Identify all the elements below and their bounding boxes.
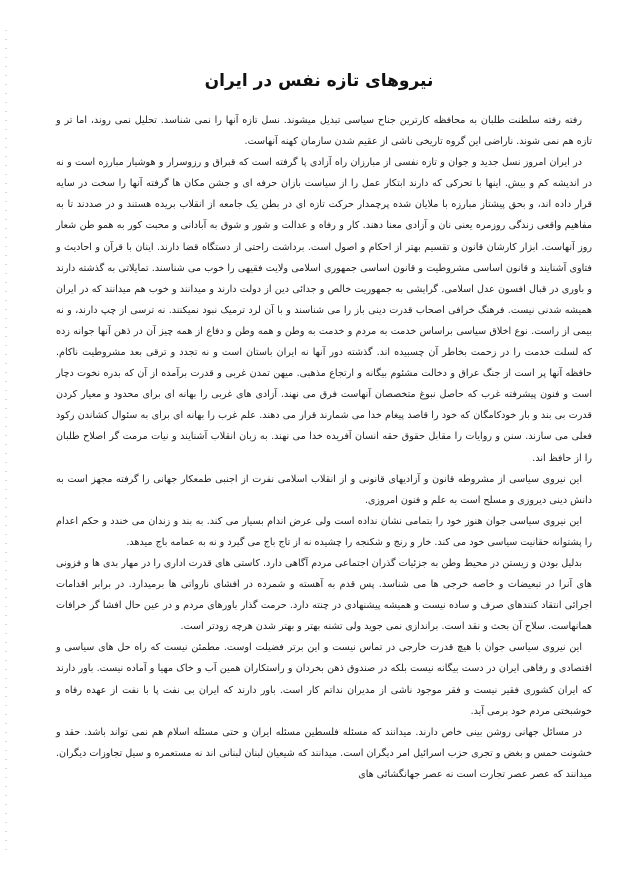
document-body xyxy=(56,110,592,785)
paragraph-1: رفته رفته سلطنت طلبان به محافظه کارترین جناح سیاسی تبدیل میشوند. نسل تازه آنها را نمی شناسد. تحلیل نمی روند، اما تر و تازه هم نمی شوند. ناراضی این گروه تاریخی ناشی از عقیم شدن سازمان کهنه آنهاست. xyxy=(56,115,592,148)
scan-margin-marks xyxy=(5,30,7,850)
paragraph-5: بدلیل بودن و زیستن در محیط وطن به جزئیات گذران اجتماعی مردم آگاهی دارد. کاستی های قدرت اداری را در مهار بدی ها و فزونی های آنرا در تبعیضات و خاصه خرجی ها می شناسد. پس قدم به آهسته و شمرده در افشای نارواتی ها برمیدارد. در برابر اقدامات اجرائی انتقاد کنندهای صرف و ساده نیست و همیشه پیشنهادی در چنته دارد. حرمت گذار باورهای مردم و در عین حال افشا گر خرافات همانهاست. سلاح آن بحث و نقد است. براندازی نمی جوید ولی تشنه بهتر و بهتر شدن هرچه زودتر است. xyxy=(56,557,592,633)
paragraph-2: در ایران امروز نسل جدید و جوان و تازه نفسی از مبارزان راه آزادی پا گرفته است که قبراق و رزوسرار و هوشیار مبارزه است و نه در اندیشه کم و بیش. اینها با تحرکی که دارند ابتکار عمل را از سیاست بازان حرفه ای و جشن مکان ها گرفته آنها را سخت در سایه قرار داده اند، و بحق پیشتاز مبارزه با ملایان شده پرچمدار حرکت تازه ای در بطن یک جامعه از انقلاب بریده هستند و در صددند تا به مفاهیم واقعی زندگی روزمره یعنی نان و آزادی معنا دهند. کار و رفاه و عدالت و شور و شوق به آبادانی و محبت کور به همو طن شعار روز آنهاست. ابزار کارشان قانون و تقسیم بهتر از احکام و اصول است. برداشت راحتی از دستگاه قضا دارند. اینان با قرآن و احادیث و فتاوی آشنایند و قانون اساسی مشروطیت و قانون اساسی جمهوری اسلامی ولایت فقیهی را خوب می شناسند. تمایلاتی به گذشته دارند و باوری در قبال افسون عدل اسلامی. گرایشی به جمهوریت خالص و جدائی دین از دولت دارند و میدانند و خوب هم میدانند که در ایران همیشه شدنی نیست. فرهنگ خرافی اصحاب قدرت دینی باز را می شناسند و با آن لرد ترمیک نبود نمیکنند. نه ترسی از چپ دارند، و نه بیمی از راست. نوع اخلاق سیاسی براساس خدمت به مردم و خدمت به وطن و همه وطن و دفاع از همه چیز آن در ذهن آنها جوانه زده که لسلت خدمت را در زحمت بخاطر آن چسبیده اند. گذشته دور آنها نه ایران باستان است و نه تجدد و ترقی بعد مشروطیت ناکام. حافظه آنها پر است از جنگ عراق و دخالت مشئوم بیگانه و ارتجاع مذهبی. میهن تمدن غربی و قدرت برآمده از آن که بدره نخوت دچار است و فنون پیشرفته غرب که حاصل نبوغ متخصصان آنهاست فرق می نهند. آزادی های غربی را بهانه ای برای محدود و معیار کردن قدرت بی بند و بار خودکامگان که خود را قاصد پیغام خدا می شمارند قرار می دهند. علم غرب را بهانه ای برای به سئوال کشاندن رکود فعلی می سازند. سنن و روایات را مقابل حقوق حقه انسان آفریده خدا می نهند. به زبان انقلاب آشنایند و نیات مرمت گر اصلاح طلبان را از حافظ اند. xyxy=(56,157,592,464)
paragraph-6: این نیروی سیاسی جوان با هیچ قدرت خارجی در تماس نیست و این برتر فضیلت اوست. مطمئن نیست که راه حل های سیاسی و اقتصادی و رفاهی ایران در دست بیگانه نیست بلکه در صندوق ذهن بخردان و راستکاران همین آب و خاک مهیا و آماده نیست. باور دارند که ایران کشوری فقیر نیست و فقر موجود ناشی از مدیران نداتم کار است. باور دارند که ایران بی نفت پا با نفت از عهده رفاه و خوشبختی مردم خود برمی آید. xyxy=(56,642,592,717)
paragraph-3: این نیروی سیاسی از مشروطه قانون و آزادیهای قانونی و از انقلاب اسلامی نفرت از اجنبی طمعکار جهانی را گرفته مجهز است به دانش دینی دیروزی و مسلح است به علم و فنون امروزی. xyxy=(56,473,592,506)
document-title: نیروهای تازه نفس در ایران xyxy=(204,71,434,92)
paragraph-4: این نیروی سیاسی جوان هنوز خود را بتمامی نشان نداده است ولی عرض اندام بسیار می کند. به بند و زندان می خندد و حکم اعدام را پشتوانه حقانیت سیاسی خود می کند. خار و رنج و شکنجه را چشیده نه از تاج باج می گیرد و نه به عمامه باج میدهد. xyxy=(56,515,592,548)
paragraph-7: در مسائل جهانی روشن بینی خاص دارند. میدانند که مسئله فلسطین مسئله ایران و حتی مسئله اسلام هم نمی تواند باشد. حقد و خشونت حمس و بغض و تجری حزب اسرائیل امر دیگران است. میدانند که شیعیان لبنان لبنانی اند نه مستعمره و سیل تجاوزات دیگران. میدانند که عصر عصر تجارت است نه عصر جهانگشائی های xyxy=(56,726,592,780)
